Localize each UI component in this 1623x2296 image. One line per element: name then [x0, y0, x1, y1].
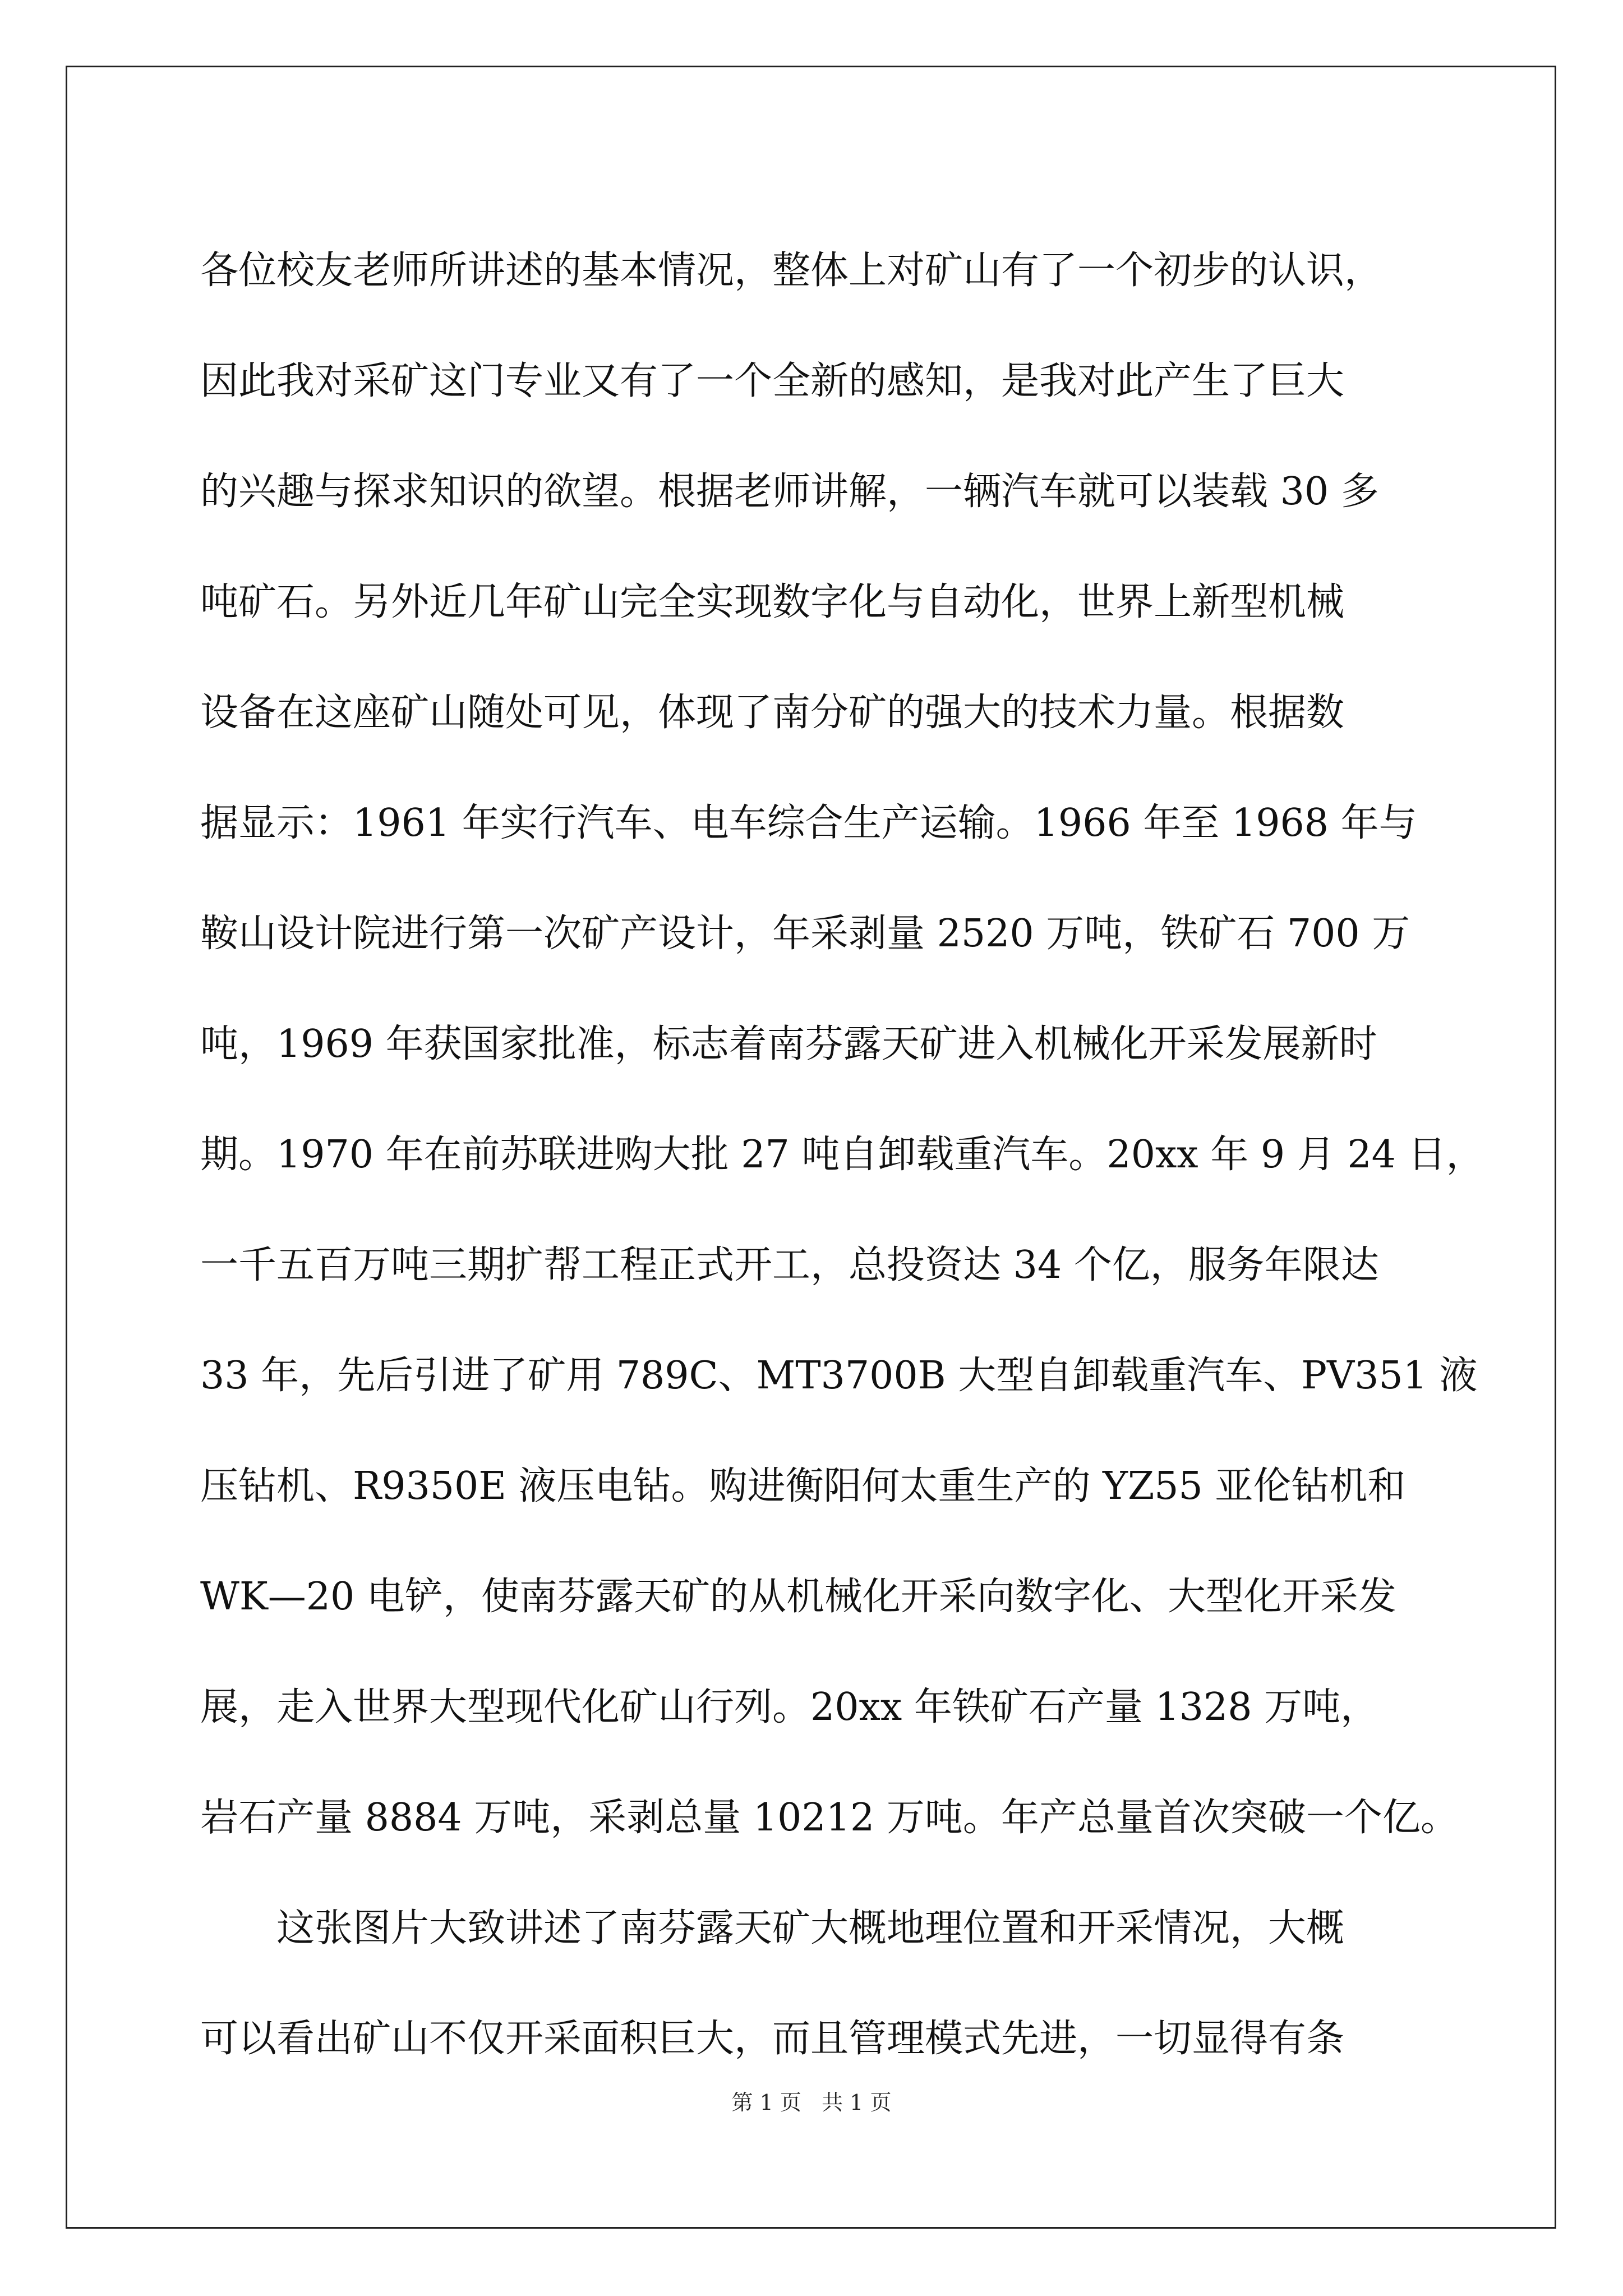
- paragraph-1: [200, 215, 1484, 1873]
- page-footer: 第 1 页 共 1 页: [731, 2090, 892, 2115]
- text-line: 一千五百万吨三期扩帮工程正式开工，总投资达 34 个亿，服务年限达: [200, 1243, 1379, 1287]
- text-line: 因此我对采矿这门专业又有了一个全新的感知，是我对此产生了巨大: [200, 359, 1345, 403]
- text-line: 岩石产量 8884 万吨，采剥总量 10212 万吨。年产总量首次突破一个亿。: [200, 1796, 1459, 1840]
- text-line: 设备在这座矿山随处可见，体现了南分矿的强大的技术力量。根据数: [200, 691, 1345, 735]
- text-line: 这张图片大致讲述了南芬露天矿大概地理位置和开采情况，大概: [276, 1906, 1345, 1950]
- text-line: 可以看出矿山不仅开采面积巨大，而且管理模式先进，一切显得有条: [200, 2017, 1345, 2061]
- text-line: 鞍山设计院进行第一次矿产设计，年采剥量 2520 万吨，铁矿石 700 万: [200, 912, 1410, 956]
- text-line: 33 年，先后引进了矿用 789C、MT3700B 大型自卸载重汽车、PV351 液: [200, 1354, 1478, 1398]
- text-line: 各位校友老师所讲述的基本情况，整体上对矿山有了一个初步的认识，: [200, 249, 1383, 293]
- text-line: 吨矿石。另外近几年矿山完全实现数字化与自动化，世界上新型机械: [200, 580, 1345, 624]
- paragraph-2: [200, 1873, 1434, 2094]
- text-line: 期。1970 年在前苏联进购大批 27 吨自卸载重汽车。20xx 年 9 月 24 日，: [200, 1133, 1484, 1177]
- document-body: [200, 215, 1484, 2094]
- text-line: 据显示：1961 年实行汽车、电车综合生产运输。1966 年至 1968 年与: [200, 801, 1417, 845]
- text-line: 压钻机、R9350E 液压电钻。购进衡阳何太重生产的 YZ55 亚伦钻机和: [200, 1464, 1406, 1508]
- text-line: 的兴趣与探求知识的欲望。根据老师讲解，一辆汽车就可以装载 30 多: [200, 470, 1379, 514]
- text-line: 展，走入世界大型现代化矿山行列。20xx 年铁矿石产量 1328 万吨，: [200, 1685, 1379, 1729]
- text-line: 吨，1969 年获国家批准，标志着南芬露天矿进入机械化开采发展新时: [200, 1022, 1377, 1066]
- text-line: WK—20 电铲，使南芬露天矿的从机械化开采向数字化、大型化开采发: [200, 1575, 1396, 1619]
